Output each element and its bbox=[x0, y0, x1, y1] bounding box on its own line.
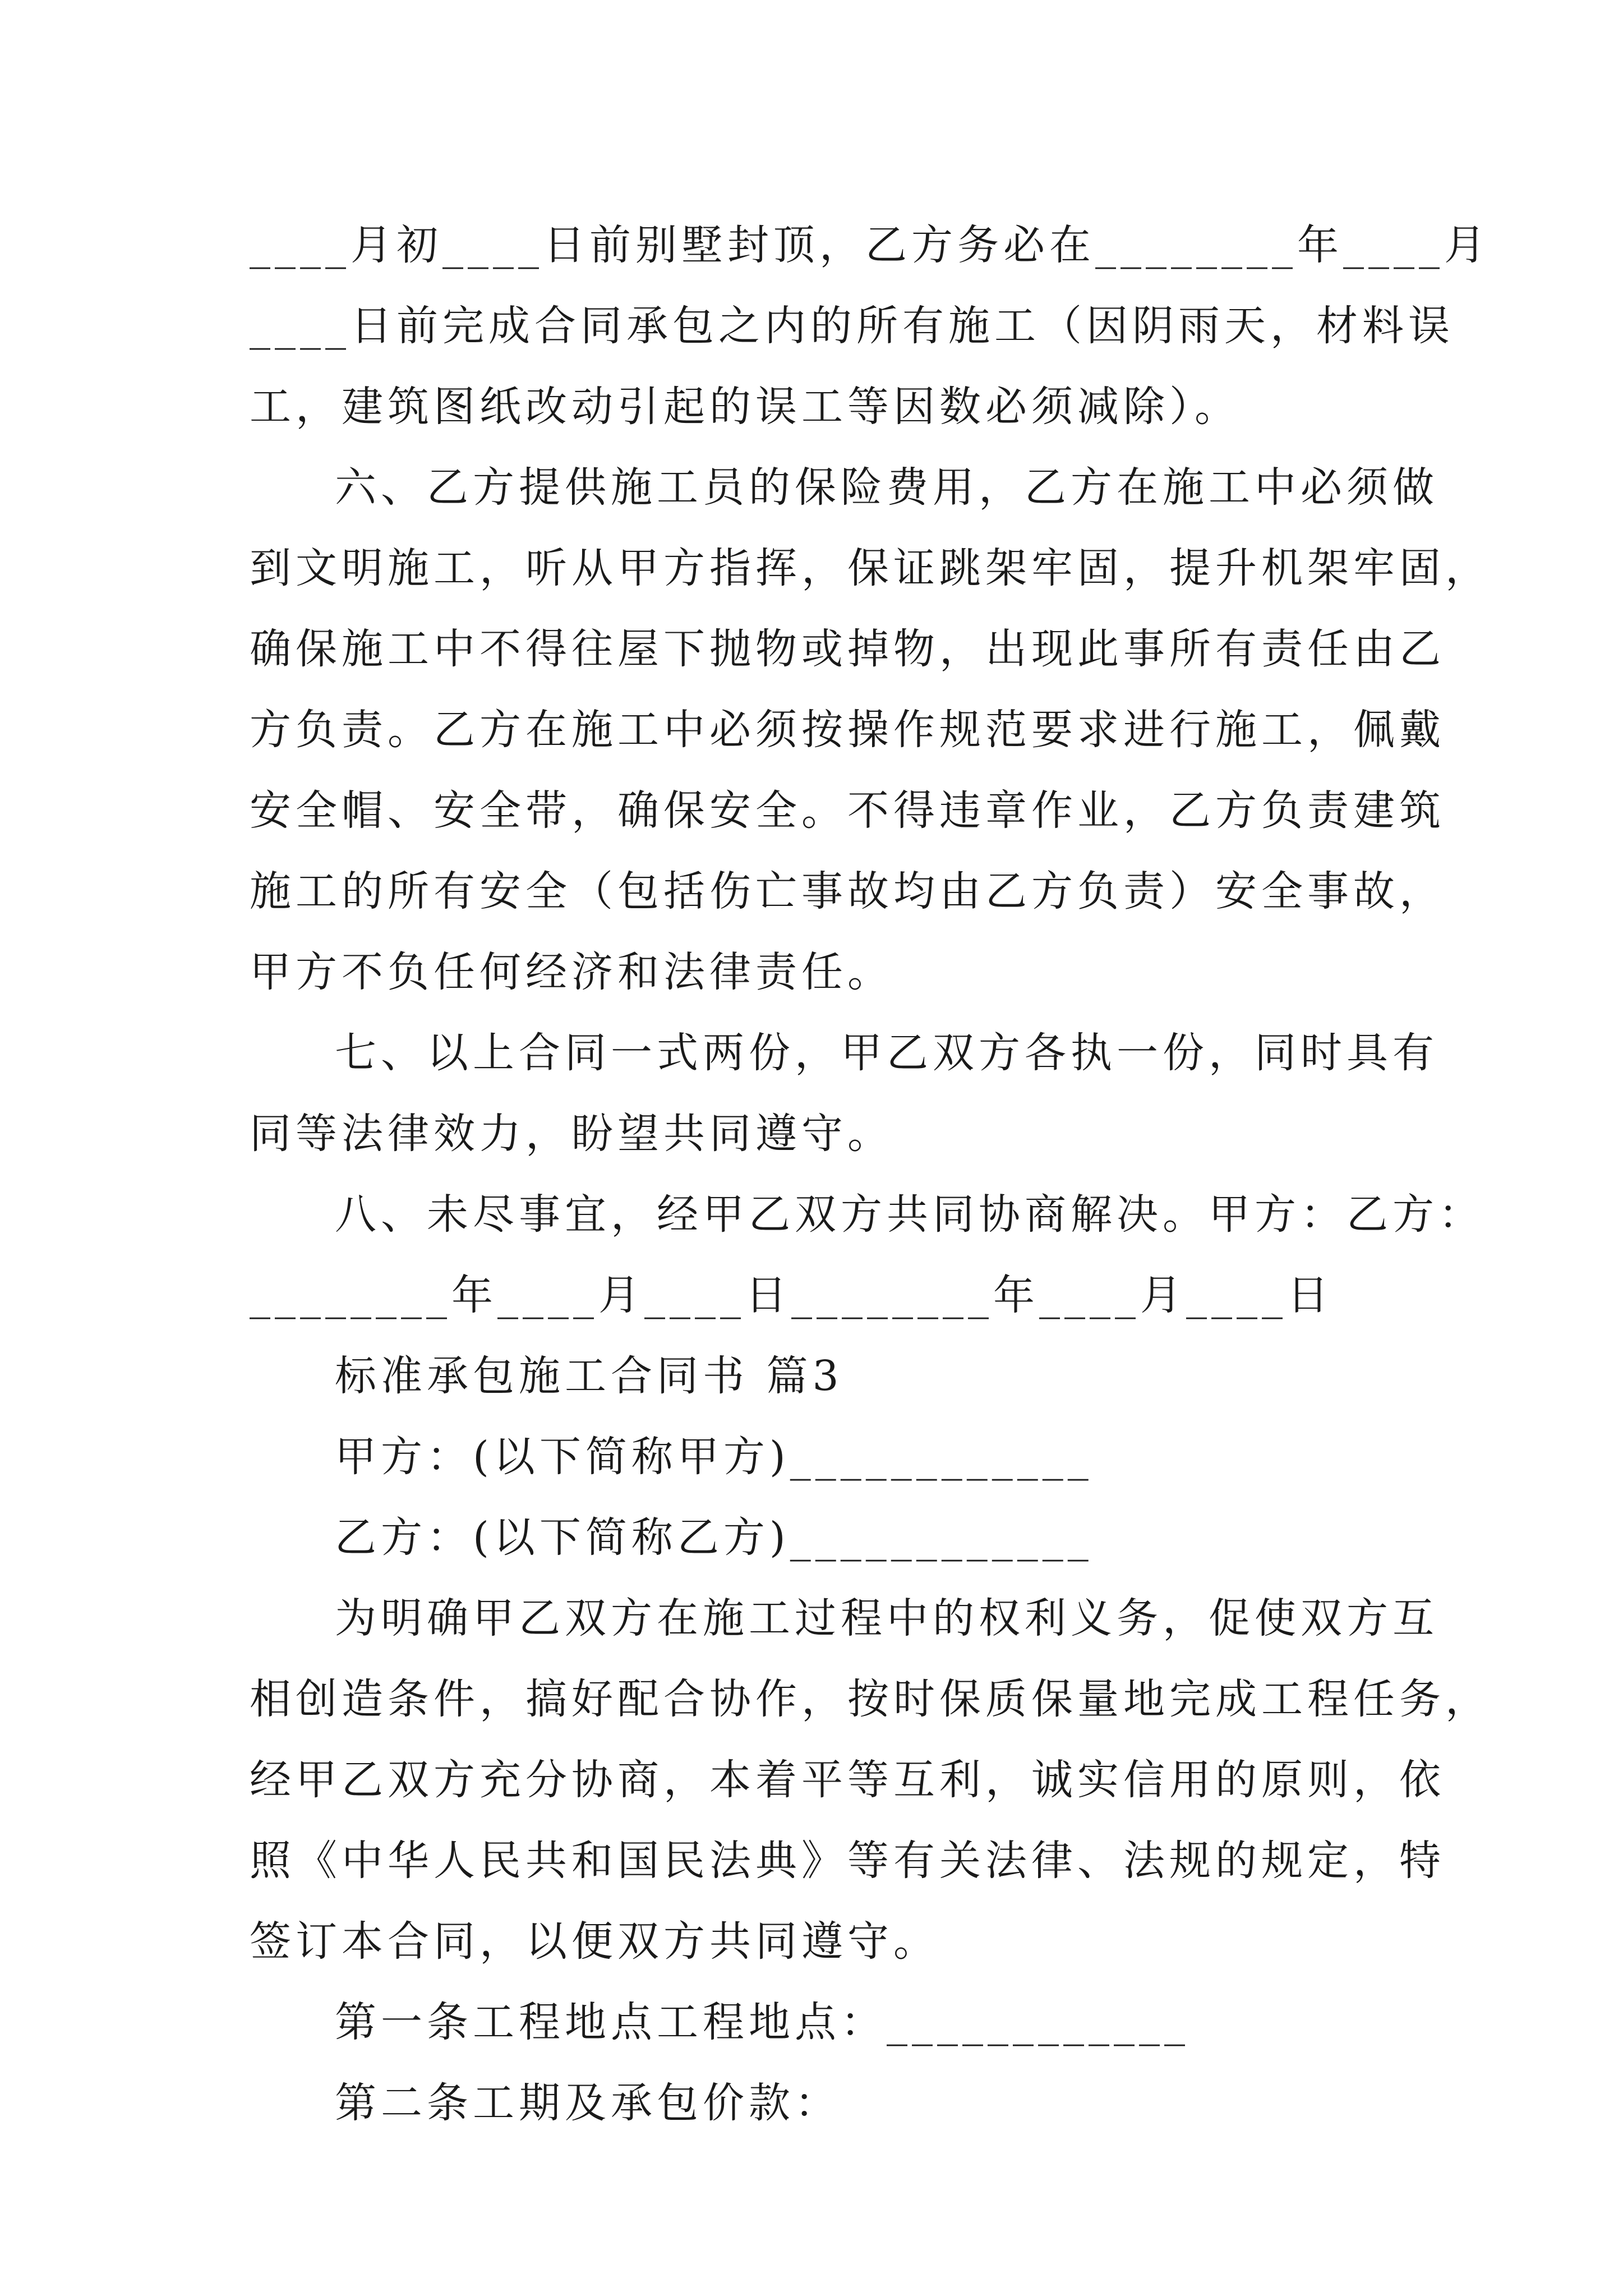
text-line: 相创造条件，搞好配合协作，按时保质保量地完成工程任务， bbox=[250, 1675, 1491, 1723]
text-line: 安全帽、安全带，确保安全。不得违章作业，乙方负责建筑 bbox=[250, 786, 1445, 835]
section-title: 标准承包施工合同书 篇3 bbox=[335, 1352, 843, 1400]
text-line: 施工的所有安全（包括伤亡事故均由乙方负责）安全事故， bbox=[250, 867, 1445, 915]
party-a-line: 甲方：(以下简称甲方)____________ bbox=[335, 1433, 1093, 1481]
article-two-line: 第二条工期及承包价款： bbox=[335, 2079, 841, 2127]
article-one-line: 第一条工程地点工程地点：____________ bbox=[335, 1998, 1189, 2046]
clause-seven-line: 七、以上合同一式两份，甲乙双方各执一份，同时具有 bbox=[335, 1029, 1438, 1077]
signature-date-line: ________年____月____日________年____月____日 bbox=[250, 1271, 1333, 1319]
clause-six-line: 六、乙方提供施工员的保险费用，乙方在施工中必须做 bbox=[335, 463, 1438, 512]
text-line: 同等法律效力，盼望共同遵守。 bbox=[250, 1110, 893, 1158]
text-line: 确保施工中不得往屋下抛物或掉物，出现此事所有责任由乙 bbox=[250, 625, 1445, 673]
party-b-line: 乙方：(以下简称乙方)____________ bbox=[335, 1513, 1093, 1562]
text-line: 方负责。乙方在施工中必须按操作规范要求进行施工，佩戴 bbox=[250, 706, 1445, 754]
preamble-line: 为明确甲乙双方在施工过程中的权利义务，促使双方互 bbox=[335, 1594, 1438, 1642]
text-line: ____月初____日前别墅封顶，乙方务必在________年____月 bbox=[250, 221, 1490, 269]
text-line: 照《中华人民共和国民法典》等有关法律、法规的规定，特 bbox=[250, 1837, 1445, 1885]
text-line: 甲方不负任何经济和法律责任。 bbox=[250, 948, 893, 996]
document-body bbox=[250, 205, 1491, 2143]
text-line: ____日前完成合同承包之内的所有施工（因阴雨天，材料误 bbox=[250, 302, 1454, 350]
text-line: 签订本合同，以便双方共同遵守。 bbox=[250, 1917, 939, 1966]
text-line: 工，建筑图纸改动引起的误工等因数必须减除）。 bbox=[250, 383, 1241, 431]
clause-eight-line: 八、未尽事宜，经甲乙双方共同协商解决。甲方：乙方： bbox=[335, 1190, 1484, 1239]
text-line: 到文明施工，听从甲方指挥，保证跳架牢固，提升机架牢固， bbox=[250, 544, 1491, 592]
text-line: 经甲乙双方充分协商，本着平等互利，诚实信用的原则，依 bbox=[250, 1756, 1445, 1804]
